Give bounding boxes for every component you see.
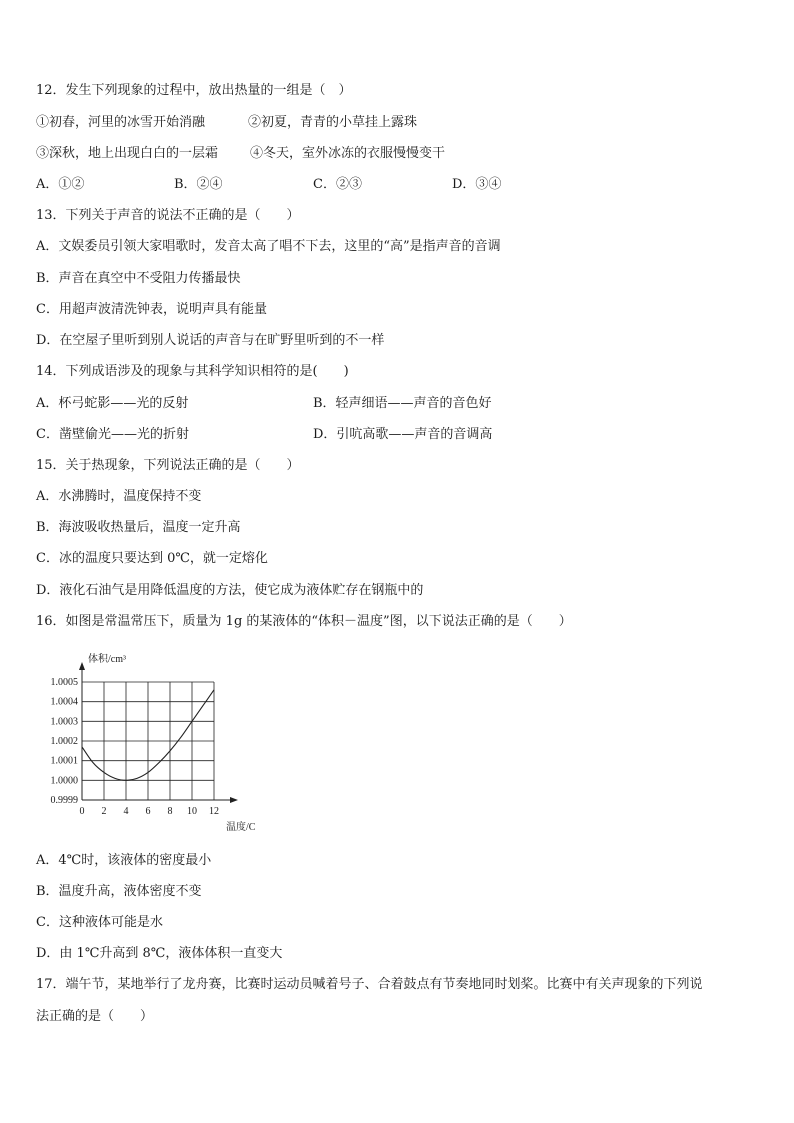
y-tick-label: 1.0005 xyxy=(50,677,78,688)
q12-option-c: C．②③ xyxy=(313,177,362,192)
x-axis-arrow xyxy=(230,797,238,803)
chart-y-axis-label: 体积/cm³ xyxy=(88,654,126,665)
q17-stem-line1: 17．端午节，某地举行了龙舟赛，比赛时运动员喊着号子、合着鼓点有节奏地同时划桨。比赛中有关声现象的下列说 xyxy=(36,977,703,992)
x-tick-label: 6 xyxy=(145,806,151,817)
q12-statement-1: ①初春，河里的冰雪开始消融 xyxy=(36,115,206,130)
x-tick-label: 4 xyxy=(123,806,129,817)
x-tick-label: 12 xyxy=(209,806,219,817)
q13-option-d: D．在空屋子里听到别人说话的声音与在旷野里听到的不一样 xyxy=(36,333,385,348)
q15-option-a: A．水沸腾时，温度保持不变 xyxy=(36,489,202,504)
q14-option-d: D．引吭高歌——声音的音调高 xyxy=(313,427,493,442)
q16-stem: 16．如图是常温常压下，质量为 1g 的某液体的“体积－温度”图，以下说法正确的是（ ） xyxy=(36,614,572,629)
q12-stem: 12．发生下列现象的过程中，放出热量的一组是（ ） xyxy=(36,83,352,98)
q12-statement-2: ②初夏，青青的小草挂上露珠 xyxy=(248,115,418,130)
y-tick-label: 1.0000 xyxy=(50,775,78,787)
chart-grid xyxy=(82,682,214,800)
q14-option-b: B．轻声细语——声音的音色好 xyxy=(313,396,492,411)
q13-stem: 13．下列关于声音的说法不正确的是（ ） xyxy=(36,208,300,223)
q15-option-b: B．海波吸收热量后，温度一定升高 xyxy=(36,520,241,535)
q12-option-b: B．②④ xyxy=(174,177,223,192)
q12-statement-3: ③深秋，地上出现白白的一层霜 xyxy=(36,146,219,161)
chart-x-axis-label: 温度/C xyxy=(226,822,256,833)
volume-temperature-chart xyxy=(36,648,286,838)
q17-stem-line2: 法正确的是（ ） xyxy=(36,1009,154,1024)
y-tick-label: 1.0003 xyxy=(50,716,78,728)
x-tick-label: 8 xyxy=(167,806,173,817)
q14-option-a: A．杯弓蛇影——光的反射 xyxy=(36,396,189,411)
q13-option-a: A．文娱委员引领大家唱歌时，发音太高了唱不下去，这里的“高”是指声音的音调 xyxy=(36,239,501,254)
q15-option-d: D．液化石油气是用降低温度的方法，使它成为液体贮存在钢瓶中的 xyxy=(36,583,424,598)
q15-stem: 15．关于热现象，下列说法正确的是（ ） xyxy=(36,458,300,473)
q16-option-a: A．4℃时，该液体的密度最小 xyxy=(36,853,212,868)
q13-option-c: C．用超声波清洗钟表，说明声具有能量 xyxy=(36,302,267,317)
x-tick-label: 0 xyxy=(79,806,85,817)
q12-statement-4: ④冬天，室外冰冻的衣服慢慢变干 xyxy=(250,146,446,161)
q12-option-a: A．①② xyxy=(36,177,85,192)
y-tick-label: 1.0001 xyxy=(50,755,78,767)
x-tick-label: 10 xyxy=(187,806,197,817)
chart-x-tick-labels xyxy=(80,806,220,817)
chart-y-tick-labels xyxy=(51,677,79,806)
x-tick-label: 2 xyxy=(101,806,107,817)
y-axis-arrow xyxy=(79,662,85,670)
q13-option-b: B．声音在真空中不受阻力传播最快 xyxy=(36,271,241,286)
q16-option-d: D．由 1℃升高到 8℃，液体体积一直变大 xyxy=(36,946,283,961)
q16-option-b: B．温度升高，液体密度不变 xyxy=(36,884,202,899)
y-tick-label: 1.0004 xyxy=(50,696,78,708)
q14-stem: 14．下列成语涉及的现象与其科学知识相符的是( ) xyxy=(36,364,349,379)
y-tick-label: 1.0002 xyxy=(50,736,78,747)
q12-option-d: D．③④ xyxy=(452,177,502,192)
y-tick-label: 0.9999 xyxy=(50,795,78,806)
q14-option-c: C．凿壁偷光——光的折射 xyxy=(36,427,189,442)
q15-option-c: C．冰的温度只要达到 0℃，就一定熔化 xyxy=(36,551,268,566)
q16-option-c: C．这种液体可能是水 xyxy=(36,915,163,930)
